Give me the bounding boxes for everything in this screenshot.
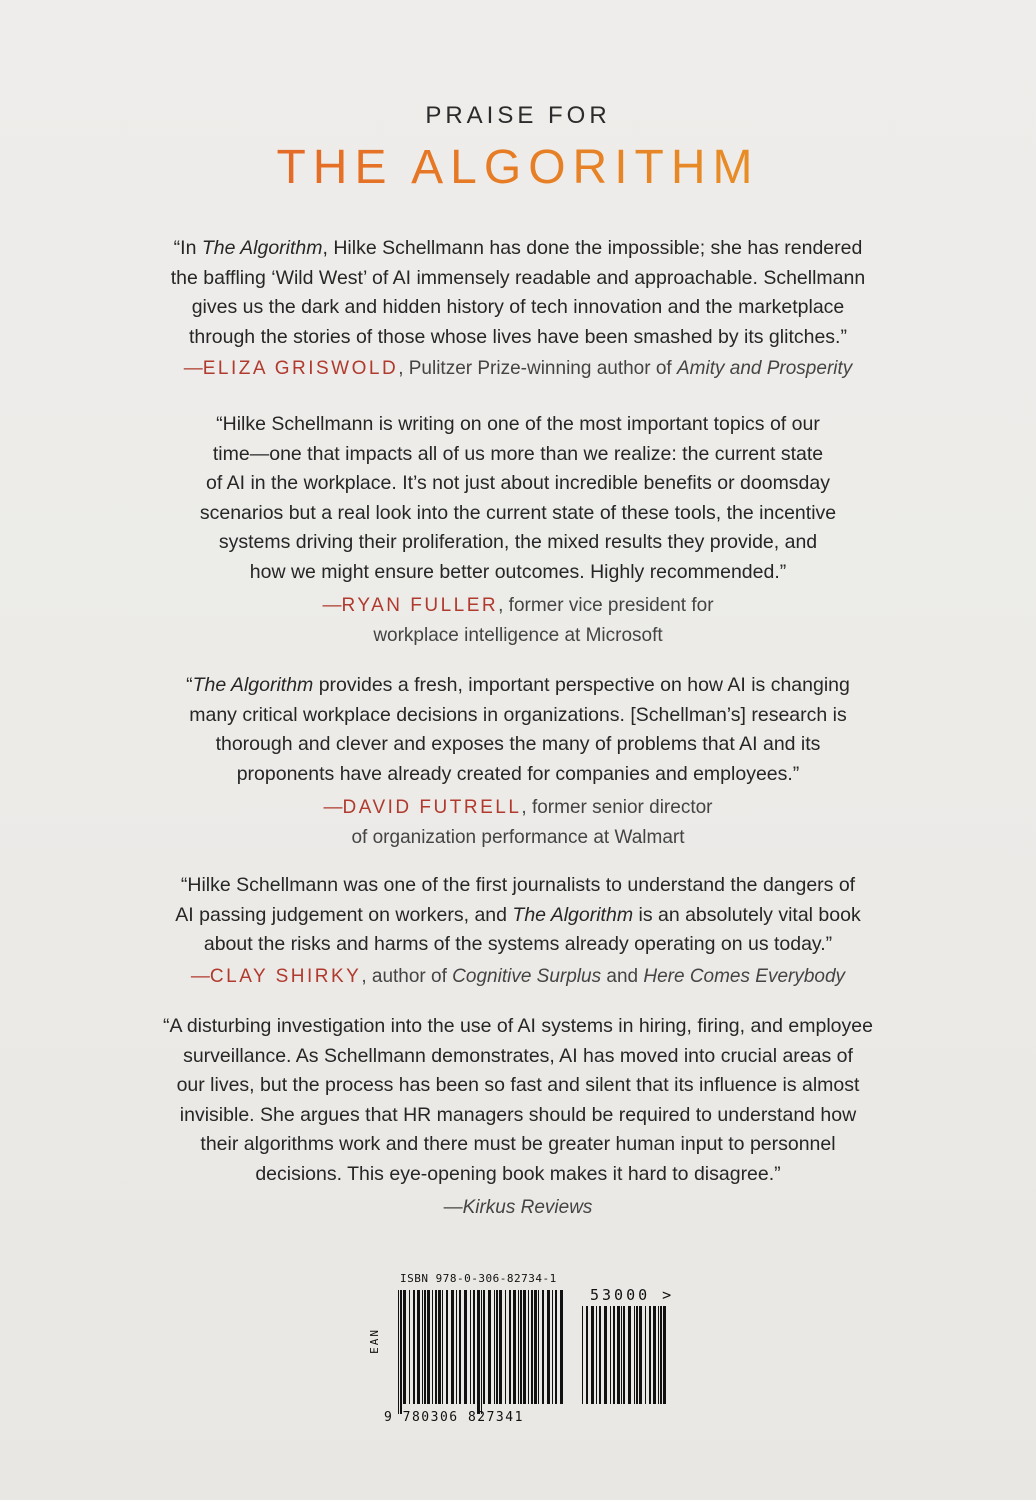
barcode-bar bbox=[613, 1306, 615, 1404]
barcode-bar bbox=[591, 1306, 594, 1404]
quote-line: “In The Algorithm, Hilke Schellmann has done the impossible; she has rendered bbox=[173, 237, 863, 259]
barcode-bar bbox=[481, 1290, 482, 1414]
barcode-bar bbox=[528, 1290, 529, 1404]
quote-futrell bbox=[100, 671, 936, 852]
attribution-detail: workplace intelligence at Microsoft bbox=[373, 624, 663, 646]
quote-line: of AI in the workplace. It’s not just about incredible benefits or doomsday bbox=[206, 472, 830, 494]
barcode-bar bbox=[446, 1290, 448, 1404]
barcode-bar bbox=[645, 1306, 646, 1404]
quote-line: time—one that impacts all of us more than we realize: the current state bbox=[212, 442, 824, 465]
quote-line: the baffling ‘Wild West’ of AI immensely readable and approachable. Schellmann bbox=[170, 266, 866, 289]
barcode-bar bbox=[494, 1290, 495, 1404]
attribution bbox=[100, 354, 936, 384]
barcode-bar bbox=[459, 1290, 461, 1404]
attribution-dash: — bbox=[443, 1197, 463, 1218]
barcode-bar bbox=[451, 1290, 454, 1404]
barcode-bar bbox=[634, 1306, 635, 1404]
attribution-detail: of organization performance at Walmart bbox=[351, 826, 685, 848]
barcode-bar bbox=[596, 1306, 597, 1404]
quote-line: proponents have already created for companies and employees.” bbox=[236, 762, 800, 785]
barcode-bar bbox=[470, 1290, 471, 1404]
attribution-detail: , author of Cognitive Surplus and Here Comes Everybody bbox=[361, 965, 846, 987]
barcode-bar bbox=[604, 1306, 607, 1404]
attribution-dash: — bbox=[323, 797, 343, 818]
barcode-bar bbox=[636, 1306, 638, 1404]
quote-line: about the risks and harms of the systems already operating on us today.” bbox=[203, 933, 833, 955]
barcode-bar bbox=[422, 1290, 423, 1404]
quote-line: “Hilke Schellmann is writing on one of the most important topics of our bbox=[216, 413, 820, 435]
barcode-bar bbox=[586, 1306, 588, 1404]
barcode-bar bbox=[509, 1290, 511, 1404]
attribution-detail: , former vice president for bbox=[498, 595, 714, 616]
attribution-line-2 bbox=[100, 621, 936, 651]
barcode-bar bbox=[617, 1306, 620, 1404]
quote-line: through the stories of those whose lives have been smashed by its glitches.” bbox=[189, 325, 847, 348]
barcode-bar bbox=[496, 1290, 498, 1404]
barcode-bar bbox=[513, 1290, 516, 1404]
attribution bbox=[100, 793, 936, 823]
barcode-bar bbox=[464, 1290, 467, 1404]
attribution-name: ELIZA GRISWOLD bbox=[202, 358, 399, 379]
attribution-name: RYAN FULLER bbox=[341, 595, 499, 616]
barcode-bar bbox=[435, 1290, 437, 1404]
barcode-bar bbox=[417, 1290, 420, 1404]
barcode-bar bbox=[599, 1306, 601, 1404]
quote-fuller bbox=[100, 410, 936, 650]
quote-line: decisions. This eye-opening book makes it hard to disagree.” bbox=[255, 1162, 781, 1185]
barcode-bar bbox=[623, 1306, 625, 1404]
quote-griswold bbox=[100, 234, 936, 384]
quote-shirky bbox=[100, 871, 936, 991]
barcode-bar bbox=[610, 1306, 611, 1404]
barcode-bar bbox=[538, 1290, 539, 1404]
book-title: THE ALGORITHM bbox=[0, 140, 1036, 195]
attribution-detail: , former senior director bbox=[521, 797, 713, 818]
quote-line: our lives, but the process has been so fast and silent that its influence is almost bbox=[176, 1074, 860, 1096]
barcode-bar bbox=[531, 1290, 533, 1404]
attribution-name: Kirkus Reviews bbox=[462, 1197, 593, 1218]
barcode-bar bbox=[409, 1290, 410, 1404]
attribution bbox=[100, 591, 936, 621]
barcode-bar bbox=[534, 1290, 537, 1404]
quote-line: “The Algorithm provides a fresh, important perspective on how AI is changing bbox=[186, 674, 850, 696]
barcode-bar bbox=[660, 1306, 662, 1404]
quote-line: thorough and clever and exposes the many of problems that AI and its bbox=[215, 733, 821, 755]
barcode-bar bbox=[542, 1290, 544, 1404]
attribution bbox=[100, 1193, 936, 1223]
barcode-bar bbox=[499, 1290, 502, 1404]
barcode-bar bbox=[403, 1290, 406, 1404]
barcode-digits: 9 780306 827341 bbox=[384, 1410, 524, 1425]
barcode-bar bbox=[639, 1306, 642, 1404]
isbn-barcode bbox=[364, 1270, 694, 1430]
barcode-bar bbox=[438, 1290, 441, 1404]
barcode-bar bbox=[505, 1290, 506, 1404]
attribution-dash: — bbox=[322, 595, 342, 616]
barcode-bar bbox=[582, 1306, 583, 1404]
barcode-bar bbox=[628, 1306, 631, 1404]
barcode-bar bbox=[520, 1290, 522, 1404]
addon-barcode-bars bbox=[582, 1306, 666, 1414]
barcode-bar bbox=[400, 1290, 402, 1414]
barcode-bar bbox=[547, 1290, 550, 1404]
ean-label: EAN bbox=[368, 1328, 381, 1354]
barcode-bar bbox=[649, 1306, 651, 1404]
barcode-bar bbox=[658, 1306, 659, 1404]
barcode-bar bbox=[432, 1290, 433, 1404]
barcode-bar bbox=[663, 1306, 666, 1404]
barcode-bar bbox=[552, 1290, 553, 1404]
barcode-bar bbox=[488, 1290, 491, 1404]
quote-line: “A disturbing investigation into the use of AI systems in hiring, firing, and employee bbox=[163, 1015, 873, 1037]
attribution-dash: — bbox=[190, 965, 210, 987]
barcode-bar bbox=[427, 1290, 430, 1404]
price-code: 53000 > bbox=[590, 1286, 675, 1304]
quote-line: AI passing judgement on workers, and The Algorithm is an absolutely vital book bbox=[175, 903, 861, 926]
quote-line: “Hilke Schellmann was one of the first journalists to understand the dangers of bbox=[180, 874, 856, 896]
quote-line: scenarios but a real look into the current state of these tools, the incentive bbox=[199, 501, 837, 524]
quote-line: how we might ensure better outcomes. Highly recommended.” bbox=[249, 560, 787, 583]
attribution-dash: — bbox=[183, 358, 203, 379]
barcode-bar bbox=[473, 1290, 475, 1404]
barcode-bar bbox=[523, 1290, 526, 1404]
main-barcode-bars bbox=[398, 1290, 564, 1414]
quote-line: systems driving their proliferation, the mixed results they provide, and bbox=[218, 531, 818, 553]
quote-kirkus bbox=[100, 1012, 936, 1223]
barcode-bar bbox=[456, 1290, 457, 1404]
praise-for-heading: PRAISE FOR bbox=[425, 102, 611, 129]
attribution-detail: , Pulitzer Prize-winning author of Amity and Prosperity bbox=[398, 358, 853, 379]
quote-line: many critical workplace decisions in organizations. [Schellman’s] research is bbox=[189, 703, 847, 726]
barcode-bar bbox=[555, 1290, 557, 1404]
isbn-number: ISBN 978-0-306-82734-1 bbox=[400, 1272, 557, 1285]
attribution bbox=[100, 962, 936, 992]
barcode-bar bbox=[424, 1290, 426, 1404]
barcode-bar bbox=[483, 1290, 485, 1404]
barcode-bar bbox=[560, 1290, 563, 1404]
barcode-bar bbox=[398, 1290, 399, 1414]
attribution-line-2 bbox=[100, 823, 936, 853]
barcode-bar bbox=[442, 1290, 443, 1404]
barcode-bar bbox=[653, 1306, 656, 1404]
attribution-name: CLAY SHIRKY bbox=[209, 965, 362, 987]
attribution-name: DAVID FUTRELL bbox=[342, 797, 522, 818]
barcode-bar bbox=[477, 1290, 480, 1414]
quote-line: surveillance. As Schellmann demonstrates, AI has moved into crucial areas of bbox=[183, 1044, 853, 1067]
quote-line: gives us the dark and hidden history of tech innovation and the marketplace bbox=[191, 296, 845, 318]
quote-line: invisible. She argues that HR managers should be required to understand how bbox=[179, 1103, 857, 1126]
quote-line: their algorithms work and there must be greater human input to personnel bbox=[200, 1133, 836, 1155]
barcode-bar bbox=[621, 1306, 622, 1404]
barcode-bar bbox=[413, 1290, 415, 1404]
barcode-bar bbox=[518, 1290, 519, 1404]
